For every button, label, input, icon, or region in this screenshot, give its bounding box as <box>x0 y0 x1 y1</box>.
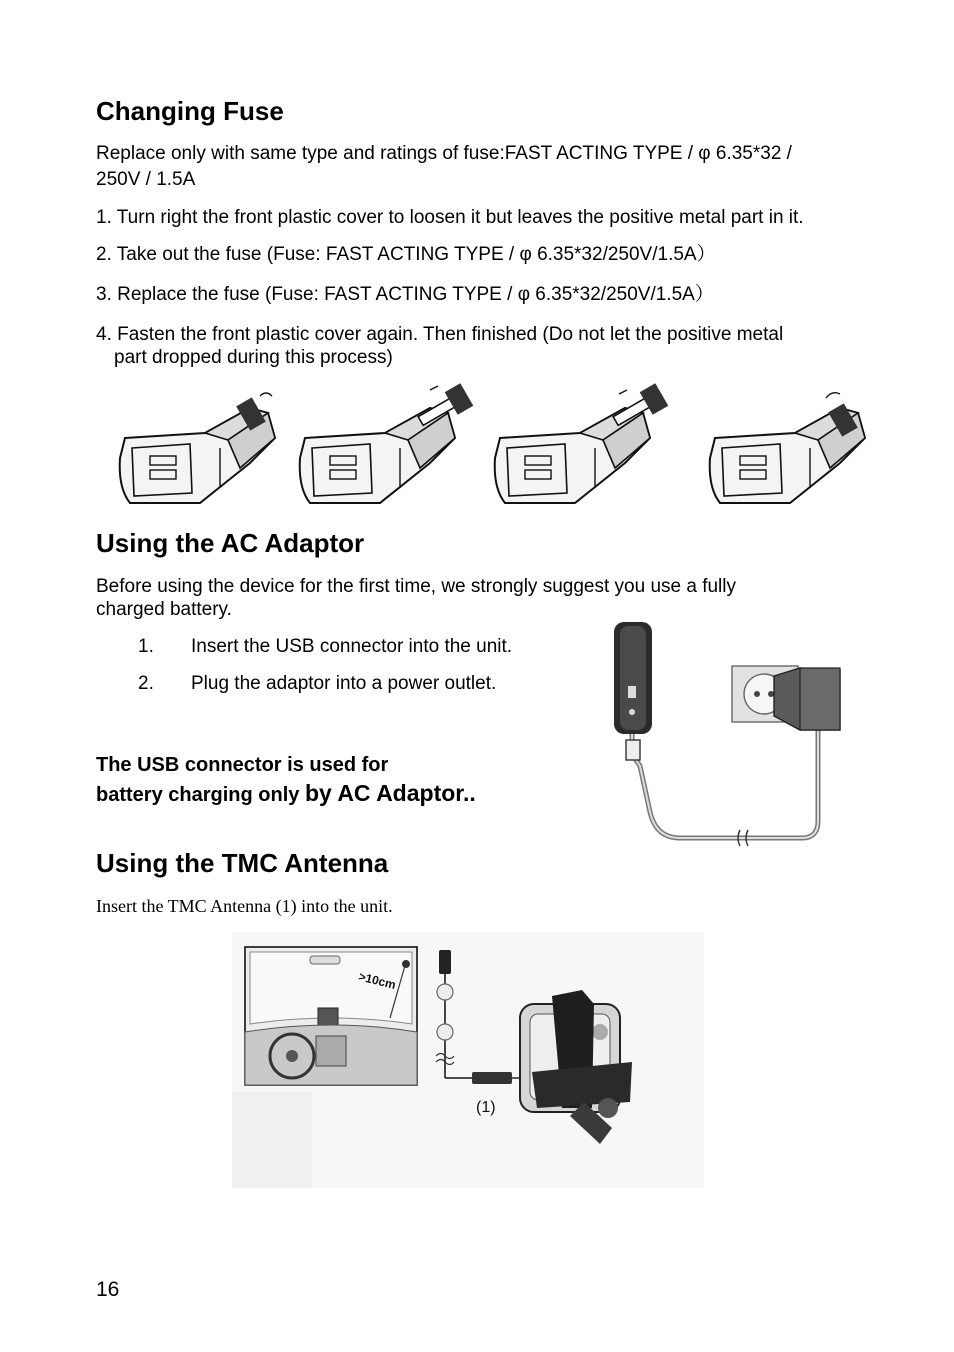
usb-note-line2-part2: by AC Adaptor.. <box>304 780 476 806</box>
adaptor-intro-line2: charged battery. <box>96 599 232 620</box>
tmc-heading: Using the TMC Antenna <box>96 848 389 878</box>
navigation-device <box>614 622 652 734</box>
usb-note-line2 <box>96 780 476 807</box>
fuse-step-2-figure <box>300 383 474 503</box>
ac-adaptor-plug <box>774 668 840 730</box>
page-number: 16 <box>96 1278 120 1301</box>
tmc-intro: Insert the TMC Antenna (1) into the unit. <box>96 896 393 916</box>
adaptor-intro-line1: Before using the device for the first time, we strongly suggest you use a fully <box>96 576 736 597</box>
fuse-intro-line1: Replace only with same type and ratings of fuse:FAST ACTING TYPE / φ 6.35*32 / <box>96 143 792 164</box>
antenna-callout: (1) <box>476 1099 496 1116</box>
adaptor-step-1-number: 1. <box>138 636 154 657</box>
fuse-intro-line2: 250V / 1.5A <box>96 169 196 190</box>
distance-label: >10cm <box>357 969 398 993</box>
fuse-step-1: 1. Turn right the front plastic cover to loosen it but leaves the positive metal part in it. <box>96 207 804 228</box>
adaptor-step-2-number: 2. <box>138 673 154 694</box>
fuse-step-3: 3. Replace the fuse (Fuse: FAST ACTING TYPE / φ 6.35*32/250V/1.5A） <box>96 284 714 305</box>
fuse-steps-illustration <box>110 378 870 513</box>
fuse-step-1-figure <box>120 393 275 503</box>
adaptor-heading: Using the AC Adaptor <box>96 528 365 558</box>
usb-note-line1: The USB connector is used for <box>96 754 389 776</box>
adaptor-step-2-text: Plug the adaptor into a power outlet. <box>191 673 497 694</box>
fuse-step-3-figure <box>495 383 669 503</box>
fuse-heading: Changing Fuse <box>96 96 284 126</box>
usb-note-line2-part1: battery charging only <box>96 784 305 806</box>
adaptor-step-1-text: Insert the USB connector into the unit. <box>191 636 513 657</box>
ac-adaptor-illustration <box>604 616 854 852</box>
tmc-antenna-illustration <box>232 932 704 1188</box>
fuse-step-2: 2. Take out the fuse (Fuse: FAST ACTING TYPE / φ 6.35*32/250V/1.5A） <box>96 244 716 265</box>
car-windshield-inset <box>245 947 417 1085</box>
fuse-step-4-line2: part dropped during this process) <box>114 347 393 368</box>
fuse-step-4-line1: 4. Fasten the front plastic cover again. Then finished (Do not let the positive metal <box>96 324 784 345</box>
fuse-step-4-figure <box>710 393 865 503</box>
